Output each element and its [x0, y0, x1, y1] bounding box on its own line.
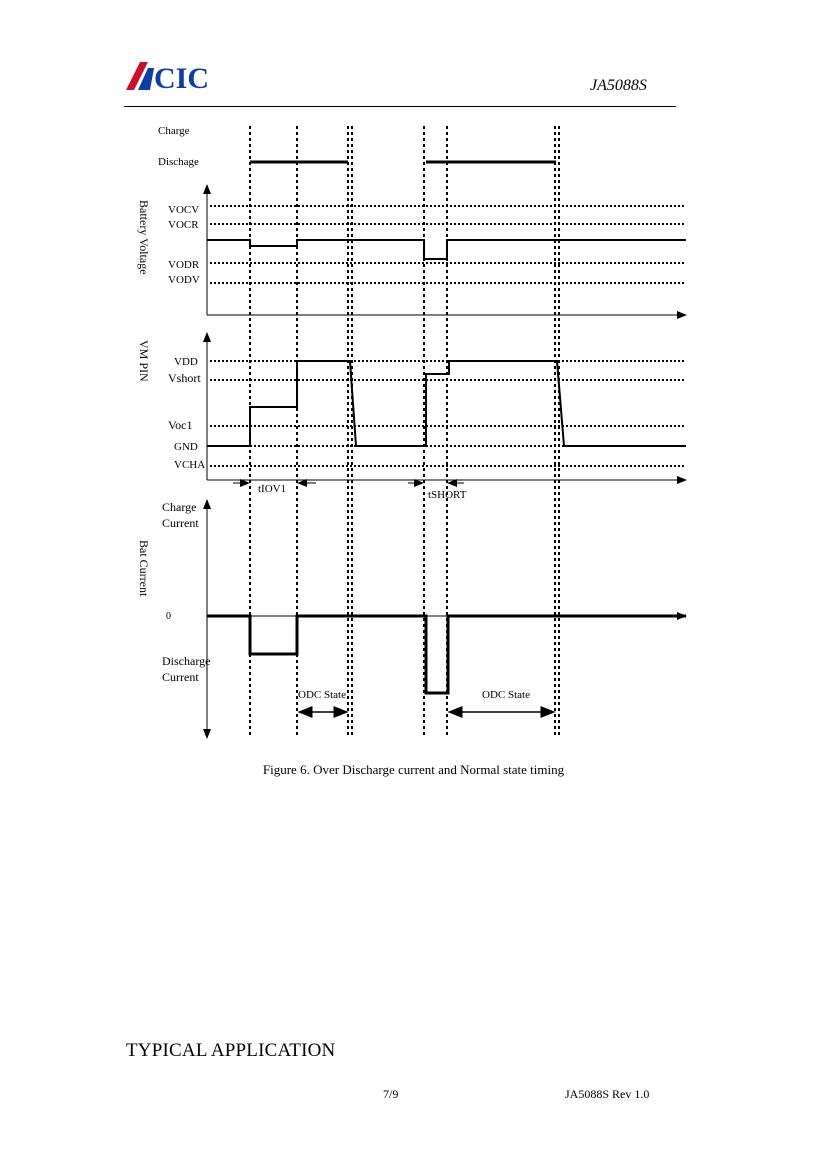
battery-voltage-trace: [207, 240, 686, 259]
discharge-current-label-2: Current: [162, 670, 199, 684]
bat-current-trace: [207, 616, 686, 693]
vshort-label: Vshort: [168, 371, 201, 385]
logo-text: CIC: [154, 62, 210, 94]
odc-state-label-1: ODC State: [298, 689, 346, 701]
charge-current-label-2: Current: [162, 516, 199, 530]
discharge-current-label-1: Discharge: [162, 654, 211, 668]
vocr-label: VOCR: [168, 219, 199, 231]
section-heading: TYPICAL APPLICATION: [126, 1040, 336, 1061]
discharge-row-label: Dischage: [158, 156, 199, 168]
charge-current-label-1: Charge: [162, 500, 197, 514]
gnd-label: GND: [174, 441, 198, 453]
tshort-label: tSHORT: [428, 489, 467, 501]
vdd-label: VDD: [174, 356, 198, 368]
voc1-label: Voc1: [168, 418, 193, 432]
revision-label: JA5088S Rev 1.0: [565, 1087, 650, 1101]
vodr-label: VODR: [168, 259, 200, 271]
odc-state-label-2: ODC State: [482, 689, 530, 701]
vocv-label: VOCV: [168, 204, 200, 216]
bat-current-axis-title: Bat Current: [137, 540, 151, 597]
charge-row-label: Charge: [158, 125, 190, 137]
figure-caption: Figure 6. Over Discharge current and Normal state timing: [262, 762, 565, 777]
battery-voltage-axis-title: Battery Voltage: [137, 200, 151, 275]
vm-pin-axis-title: VM PIN: [137, 340, 151, 382]
zero-label: 0: [166, 611, 171, 622]
vodv-label: VODV: [168, 274, 200, 286]
tiov1-label: tIOV1: [258, 483, 287, 495]
document-code: JA5088S: [590, 77, 647, 94]
page-number: 7/9: [383, 1087, 399, 1101]
vcha-label: VCHA: [174, 459, 206, 471]
